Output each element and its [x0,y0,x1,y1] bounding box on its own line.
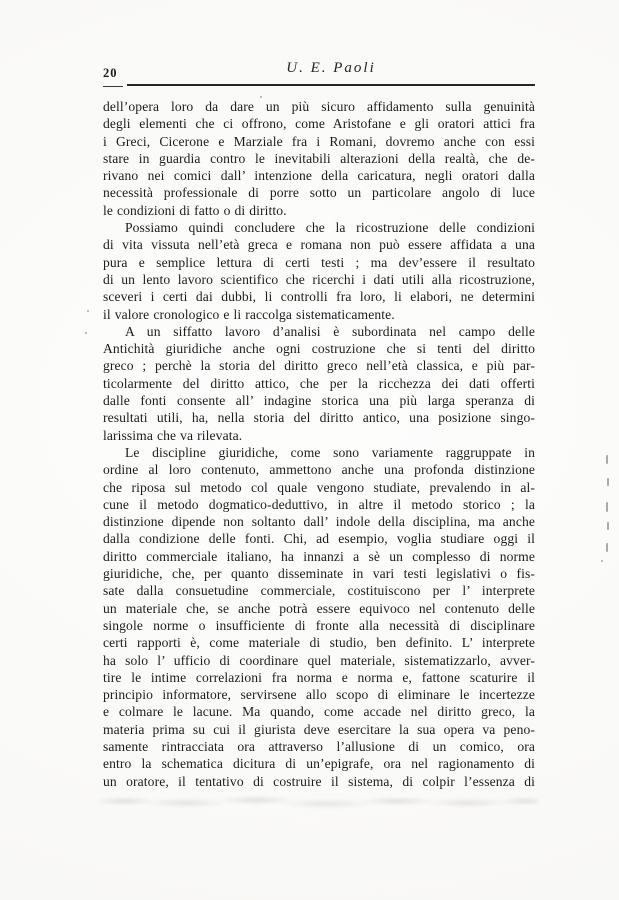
text-line: di vita vissuta nell’età greca e romana non può essere affidata a una [103,237,535,253]
text-line: un oratore, il tentativo di costruire il sistema, di colpir l’essenza di [103,773,535,789]
text-line: dell’opera loro da dare un più sicuro affidamento sulla genuinità [103,99,535,114]
page-number: 20 [103,66,118,80]
text-line: stare in guardia contro le inevitabili alterazioni della realtà, che de- [103,150,535,166]
text-line: larissima che va rilevata. [103,427,243,443]
page-body [103,98,535,790]
text-line: necessità professionale di porre sotto un particolare angolo di luce [103,185,535,201]
text-line: Antichità giuridiche anche ogni costruzione che si tenti del diritto [103,341,535,357]
text-line: cune il metodo dogmatico-deduttivo, in altre il metodo storico ; la [103,496,535,512]
text-line: pura e semplice lettura di certi testi ; ma dev’essere il resultato [103,254,535,270]
scan-artifact [607,522,609,530]
text-line: Le discipline giuridiche, come sono variamente raggruppate in [125,444,535,460]
text-line: tire le intime correlazioni fra norma e norma e, fattone scaturire il [103,669,535,685]
show-through-smudge [98,793,538,811]
scan-artifact [260,96,262,98]
text-line: i Greci, Cicerone e Marziale fra i Romani, dovremo anche con essi [103,133,535,149]
text-line: rivano nei comici dall’ intenzione della caricatura, negli oratori dalla [103,168,535,184]
text-line: giuridiche, che, per quanto disseminate in vari testi legislativi o fis- [103,566,535,582]
scan-artifact [85,332,87,334]
scan-artifact [607,478,609,486]
scan-artifact [87,310,89,312]
text-line: singole norme o insufficiente di fronte alla necessità di disciplinare [103,617,535,633]
text-line: resultati utili, ha, nella storia del diritto antico, una posizione singo- [103,410,535,426]
scan-artifact [601,560,603,562]
text-line: diritto commerciale italiano, ha innanzi a sè un complesso di norme [103,548,535,564]
running-title: U. E. Paoli [286,60,376,76]
text-line: sceveri i certi dai dubbi, li controlli fra loro, li elabori, ne determini [103,289,535,305]
header-rule [127,84,535,86]
text-line: ticolarmente del diritto attico, che per la ricchezza dei dati offerti [103,375,535,391]
text-line: certi rapporti è, come materiale di studio, ben definito. L’ interprete [103,635,535,651]
text-line: distinzione dipende non soltanto dall’ indole della disciplina, ma anche [103,514,535,530]
text-line: ha solo l’ ufficio di coordinare quel materiale, sistematizzarlo, avver- [103,652,535,668]
text-line: e colmare le lacune. Ma quando, come accade nel diritto greco, la [103,704,535,720]
text-line: un materiale che, se anche potrà essere equivoco nel contenuto delle [103,600,535,616]
text-line: ordine al loro contenuto, ammettono anche una profonda distinzione [103,462,535,478]
text-line: degli elementi che ci offrono, come Aristofane e gli oratori attici fra [103,116,535,132]
scan-artifact [606,543,608,552]
text-line: A un siffatto lavoro d’analisi è subordinata nel campo delle [125,323,535,339]
page-number-underline [103,86,123,87]
text-line: materia prima su cui il giurista deve esercitare la sua opera va peno- [103,721,535,737]
text-line: dalla condizione delle fonti. Chi, ad esempio, voglia studiare oggi il [103,531,535,547]
text-line: il valore cronologico e li raccolga sistematicamente. [103,306,395,322]
text-line: di un lento lavoro scientifico che ricerchi i dati utili alla ricostruzione, [103,271,535,287]
text-line: dalle fonti consente all’ indagine storica una più larga speranza di [103,393,535,409]
text-line: samente rintracciata ora attraverso l’allusione di un comico, ora [103,738,535,754]
text-line: principio informatore, servirsene allo scopo di eliminare le incertezze [103,687,535,703]
text-line: entro la schematica dicitura di un’epigrafe, ora nel ragionamento di [103,756,535,772]
scan-artifact [606,455,608,464]
text-line: le condizioni di fatto o di diritto. [103,202,287,218]
text-line: sate dalla consuetudine commerciale, costituiscono per l’ interprete [103,583,535,599]
text-line: Possiamo quindi concludere che la ricostruzione delle condizioni [125,220,535,236]
text-line: greco ; perchè la storia del diritto greco nell’età classica, e più par- [103,358,535,374]
scan-artifact [606,502,608,512]
text-line: che riposa sul metodo col quale vengono studiate, prevalendo in al- [103,479,535,495]
